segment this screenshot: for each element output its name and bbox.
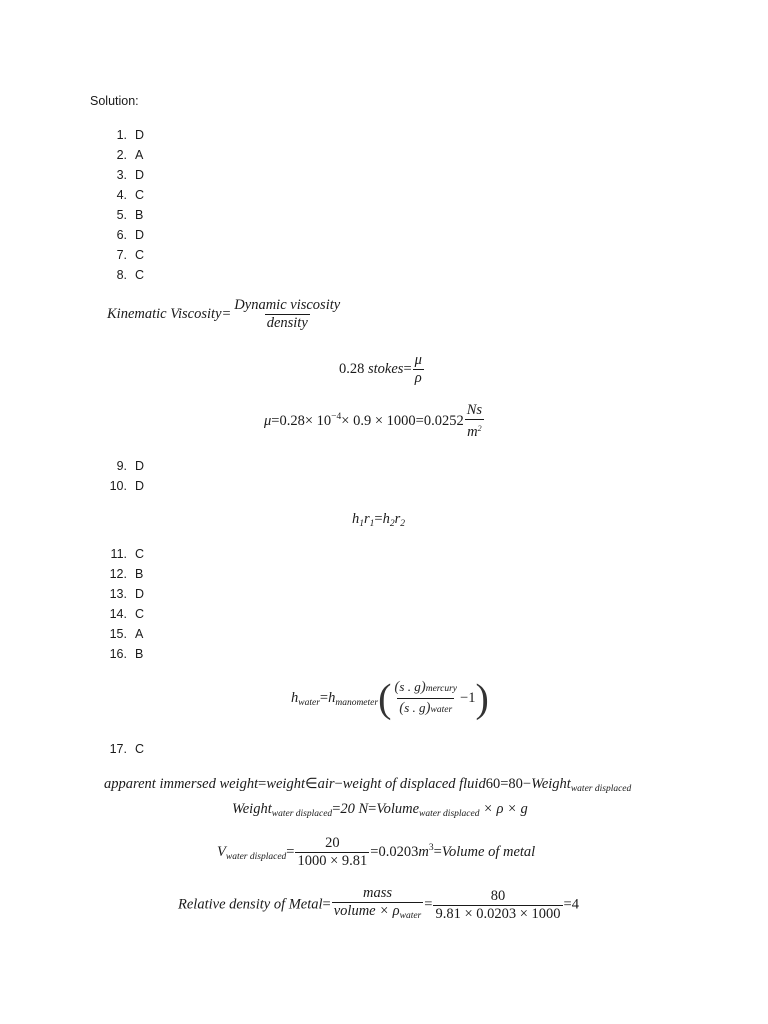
denominator: (s . g)water xyxy=(397,698,454,719)
times-sign: × xyxy=(374,412,384,429)
value: 0.28 xyxy=(339,360,365,377)
answer-letter: D xyxy=(135,228,145,242)
unit: m xyxy=(418,843,429,860)
answer-item xyxy=(105,145,185,165)
answer-number: 17. xyxy=(109,742,127,756)
sg-term: s . g xyxy=(399,679,421,694)
answer-number: 10. xyxy=(109,479,127,493)
answer-item xyxy=(105,185,185,205)
answer-list-11-16 xyxy=(105,544,185,664)
text: apparent immersed weight xyxy=(104,776,259,792)
value: 20 N xyxy=(340,801,369,817)
answer-letter: D xyxy=(135,168,145,182)
numerator: μ xyxy=(414,352,422,368)
answer-number: 8. xyxy=(116,268,127,282)
answer-letter: C xyxy=(135,268,145,282)
equation-relative-density xyxy=(178,885,579,925)
answer-number: 6. xyxy=(116,228,127,242)
answer-number: 14. xyxy=(109,607,127,621)
denominator xyxy=(332,902,424,925)
subscript: 2 xyxy=(400,519,405,529)
denominator: ρ xyxy=(414,370,422,386)
equals-sign: = xyxy=(322,896,331,913)
fraction xyxy=(295,835,369,870)
answer-number: 2. xyxy=(116,148,127,162)
result: 0.0252 xyxy=(423,412,464,429)
answer-letter: C xyxy=(135,607,145,621)
equals-sign: = xyxy=(433,843,442,860)
answer-letter: B xyxy=(135,647,144,661)
subscript: water displaced xyxy=(419,809,480,819)
denominator xyxy=(465,419,483,441)
numerator: Ns xyxy=(466,402,483,418)
denominator: 9.81 × 0.0203 × 1000 xyxy=(435,905,561,922)
result: 0.0203 xyxy=(378,843,419,860)
value: 10 xyxy=(316,412,332,429)
equals-sign: = xyxy=(271,412,280,429)
answer-item xyxy=(105,604,185,624)
answer-number: 7. xyxy=(116,248,127,262)
answer-number: 3. xyxy=(116,168,127,182)
text: × ρ × g xyxy=(483,801,528,817)
text: t xyxy=(267,801,272,817)
equals-sign: = xyxy=(319,689,329,706)
solution-heading: Solution: xyxy=(90,94,139,108)
answer-number: 1. xyxy=(116,128,127,142)
answer-letter: C xyxy=(135,547,145,561)
subscript: water xyxy=(430,705,453,715)
unit: m xyxy=(467,424,478,440)
variable: h xyxy=(382,511,390,527)
text: Relative density of Metal xyxy=(178,896,323,913)
equation-stokes xyxy=(339,352,425,387)
subscript: 1 xyxy=(359,519,364,529)
text: Weigh xyxy=(232,801,268,817)
fraction xyxy=(413,352,424,387)
mu-symbol: μ xyxy=(264,412,272,429)
answer-letter: B xyxy=(135,567,144,581)
exponent: −4 xyxy=(331,411,342,422)
answer-item xyxy=(105,125,185,145)
answer-letter: C xyxy=(135,742,145,756)
answer-letter: A xyxy=(135,148,144,162)
numerator: Dynamic viscosity xyxy=(234,297,341,313)
subscript: water xyxy=(298,697,320,708)
answer-number: 9. xyxy=(116,459,127,473)
text: e xyxy=(412,801,420,817)
equals-sign: = xyxy=(368,801,377,817)
answer-item xyxy=(105,564,185,584)
equals-sign: = xyxy=(221,305,232,322)
equals-sign: = xyxy=(415,412,424,429)
answer-letter: D xyxy=(135,479,145,493)
equation-weight-displaced xyxy=(232,801,528,819)
unit: stokes xyxy=(368,360,404,377)
text: Volum xyxy=(376,801,413,817)
fraction xyxy=(332,885,424,925)
answer-letter: A xyxy=(135,627,144,641)
equation-volume-displaced xyxy=(217,835,535,870)
value: 1000 xyxy=(386,412,416,429)
left-paren: ( xyxy=(378,675,392,721)
equation-apparent-weight xyxy=(104,776,631,794)
answer-item xyxy=(105,225,185,245)
subscript: 2 xyxy=(389,519,395,529)
minus-sign: − xyxy=(334,776,343,792)
right-paren: ) xyxy=(475,675,489,721)
answer-item xyxy=(105,739,185,759)
variable: h xyxy=(291,689,299,706)
answer-letter: C xyxy=(135,248,145,262)
answer-item xyxy=(105,476,185,496)
variable: h xyxy=(352,511,360,527)
answer-letter: D xyxy=(135,459,145,473)
value: 80 xyxy=(508,776,523,792)
answer-item xyxy=(105,544,185,564)
variable: V xyxy=(217,843,226,860)
numerator: 20 xyxy=(325,835,340,851)
answer-letter: C xyxy=(135,188,145,202)
equals-sign: = xyxy=(286,843,295,860)
text: Volume of metal xyxy=(441,843,536,860)
equals-sign: = xyxy=(500,776,509,792)
variable: r xyxy=(364,511,370,527)
equals-sign: = xyxy=(424,896,433,913)
answer-item xyxy=(105,265,185,285)
answer-item xyxy=(105,624,185,644)
answer-number: 4. xyxy=(116,188,127,202)
answer-item xyxy=(105,165,185,185)
subscript: manometer xyxy=(335,697,379,708)
answer-number: 13. xyxy=(109,587,127,601)
subscript: mercury xyxy=(425,684,458,694)
answer-list-9-10 xyxy=(105,456,185,496)
result: 4 xyxy=(571,896,579,913)
answer-list-17 xyxy=(105,739,185,759)
text: Weight xyxy=(531,776,571,792)
equation-lhs: Kinematic Viscosity xyxy=(107,305,222,322)
text: weight xyxy=(266,776,305,792)
denominator: density xyxy=(266,315,308,331)
numerator: mass xyxy=(362,885,392,901)
value: 0.9 xyxy=(353,412,372,429)
sg-term: s . g xyxy=(404,700,426,715)
exponent: 3 xyxy=(428,842,434,853)
subscript: water displaced xyxy=(271,809,333,819)
equation-h1r1-h2r2 xyxy=(352,511,405,529)
answer-number: 5. xyxy=(116,208,127,222)
value: 60 xyxy=(485,776,501,792)
equals-sign: = xyxy=(332,801,341,817)
answer-item xyxy=(105,644,185,664)
fraction xyxy=(392,678,459,719)
fraction xyxy=(232,297,342,332)
equals-sign: = xyxy=(258,776,267,792)
answer-number: 11. xyxy=(110,547,127,561)
minus-sign: − xyxy=(460,689,469,706)
answer-letter: D xyxy=(135,128,145,142)
numerator: (s . g)mercury xyxy=(394,679,458,695)
answer-item xyxy=(105,245,185,265)
text: weight of displaced fluid xyxy=(342,776,486,792)
answer-list-1-8 xyxy=(105,125,185,285)
subscript: water displaced xyxy=(570,784,632,794)
equals-sign: = xyxy=(370,843,379,860)
fraction xyxy=(433,888,562,923)
times-sign: × xyxy=(304,412,314,429)
answer-item xyxy=(105,205,185,225)
equation-kinematic-viscosity xyxy=(107,297,343,332)
equals-sign: = xyxy=(563,896,572,913)
subscript: water xyxy=(399,911,422,921)
times-sign: × xyxy=(341,412,350,429)
variable: h xyxy=(328,689,336,706)
equation-manometer xyxy=(291,675,489,721)
numerator: 80 xyxy=(490,887,506,904)
answer-letter: B xyxy=(135,208,144,222)
element-of-symbol: ∈ xyxy=(304,776,318,792)
rho-symbol: ρ xyxy=(392,903,400,919)
variable: r xyxy=(394,511,401,527)
answer-item xyxy=(105,456,185,476)
minus-sign: − xyxy=(522,776,532,792)
text: volume × xyxy=(333,903,390,919)
answer-number: 12. xyxy=(109,567,127,581)
exponent: 2 xyxy=(477,424,482,433)
value: 1 xyxy=(468,689,476,706)
subscript: water displaced xyxy=(225,851,287,862)
denominator: 1000 × 9.81 xyxy=(297,853,368,869)
answer-item xyxy=(105,584,185,604)
unit-fraction xyxy=(465,402,484,441)
equation-dynamic-viscosity xyxy=(264,402,485,441)
answer-letter: D xyxy=(135,587,145,601)
value: 0.28 xyxy=(279,412,305,429)
subscript: 1 xyxy=(369,519,375,529)
equals-sign: = xyxy=(374,511,383,527)
answer-number: 16. xyxy=(109,647,127,661)
answer-number: 15. xyxy=(109,627,127,641)
text: air xyxy=(317,776,335,792)
equals-sign: = xyxy=(403,360,412,377)
